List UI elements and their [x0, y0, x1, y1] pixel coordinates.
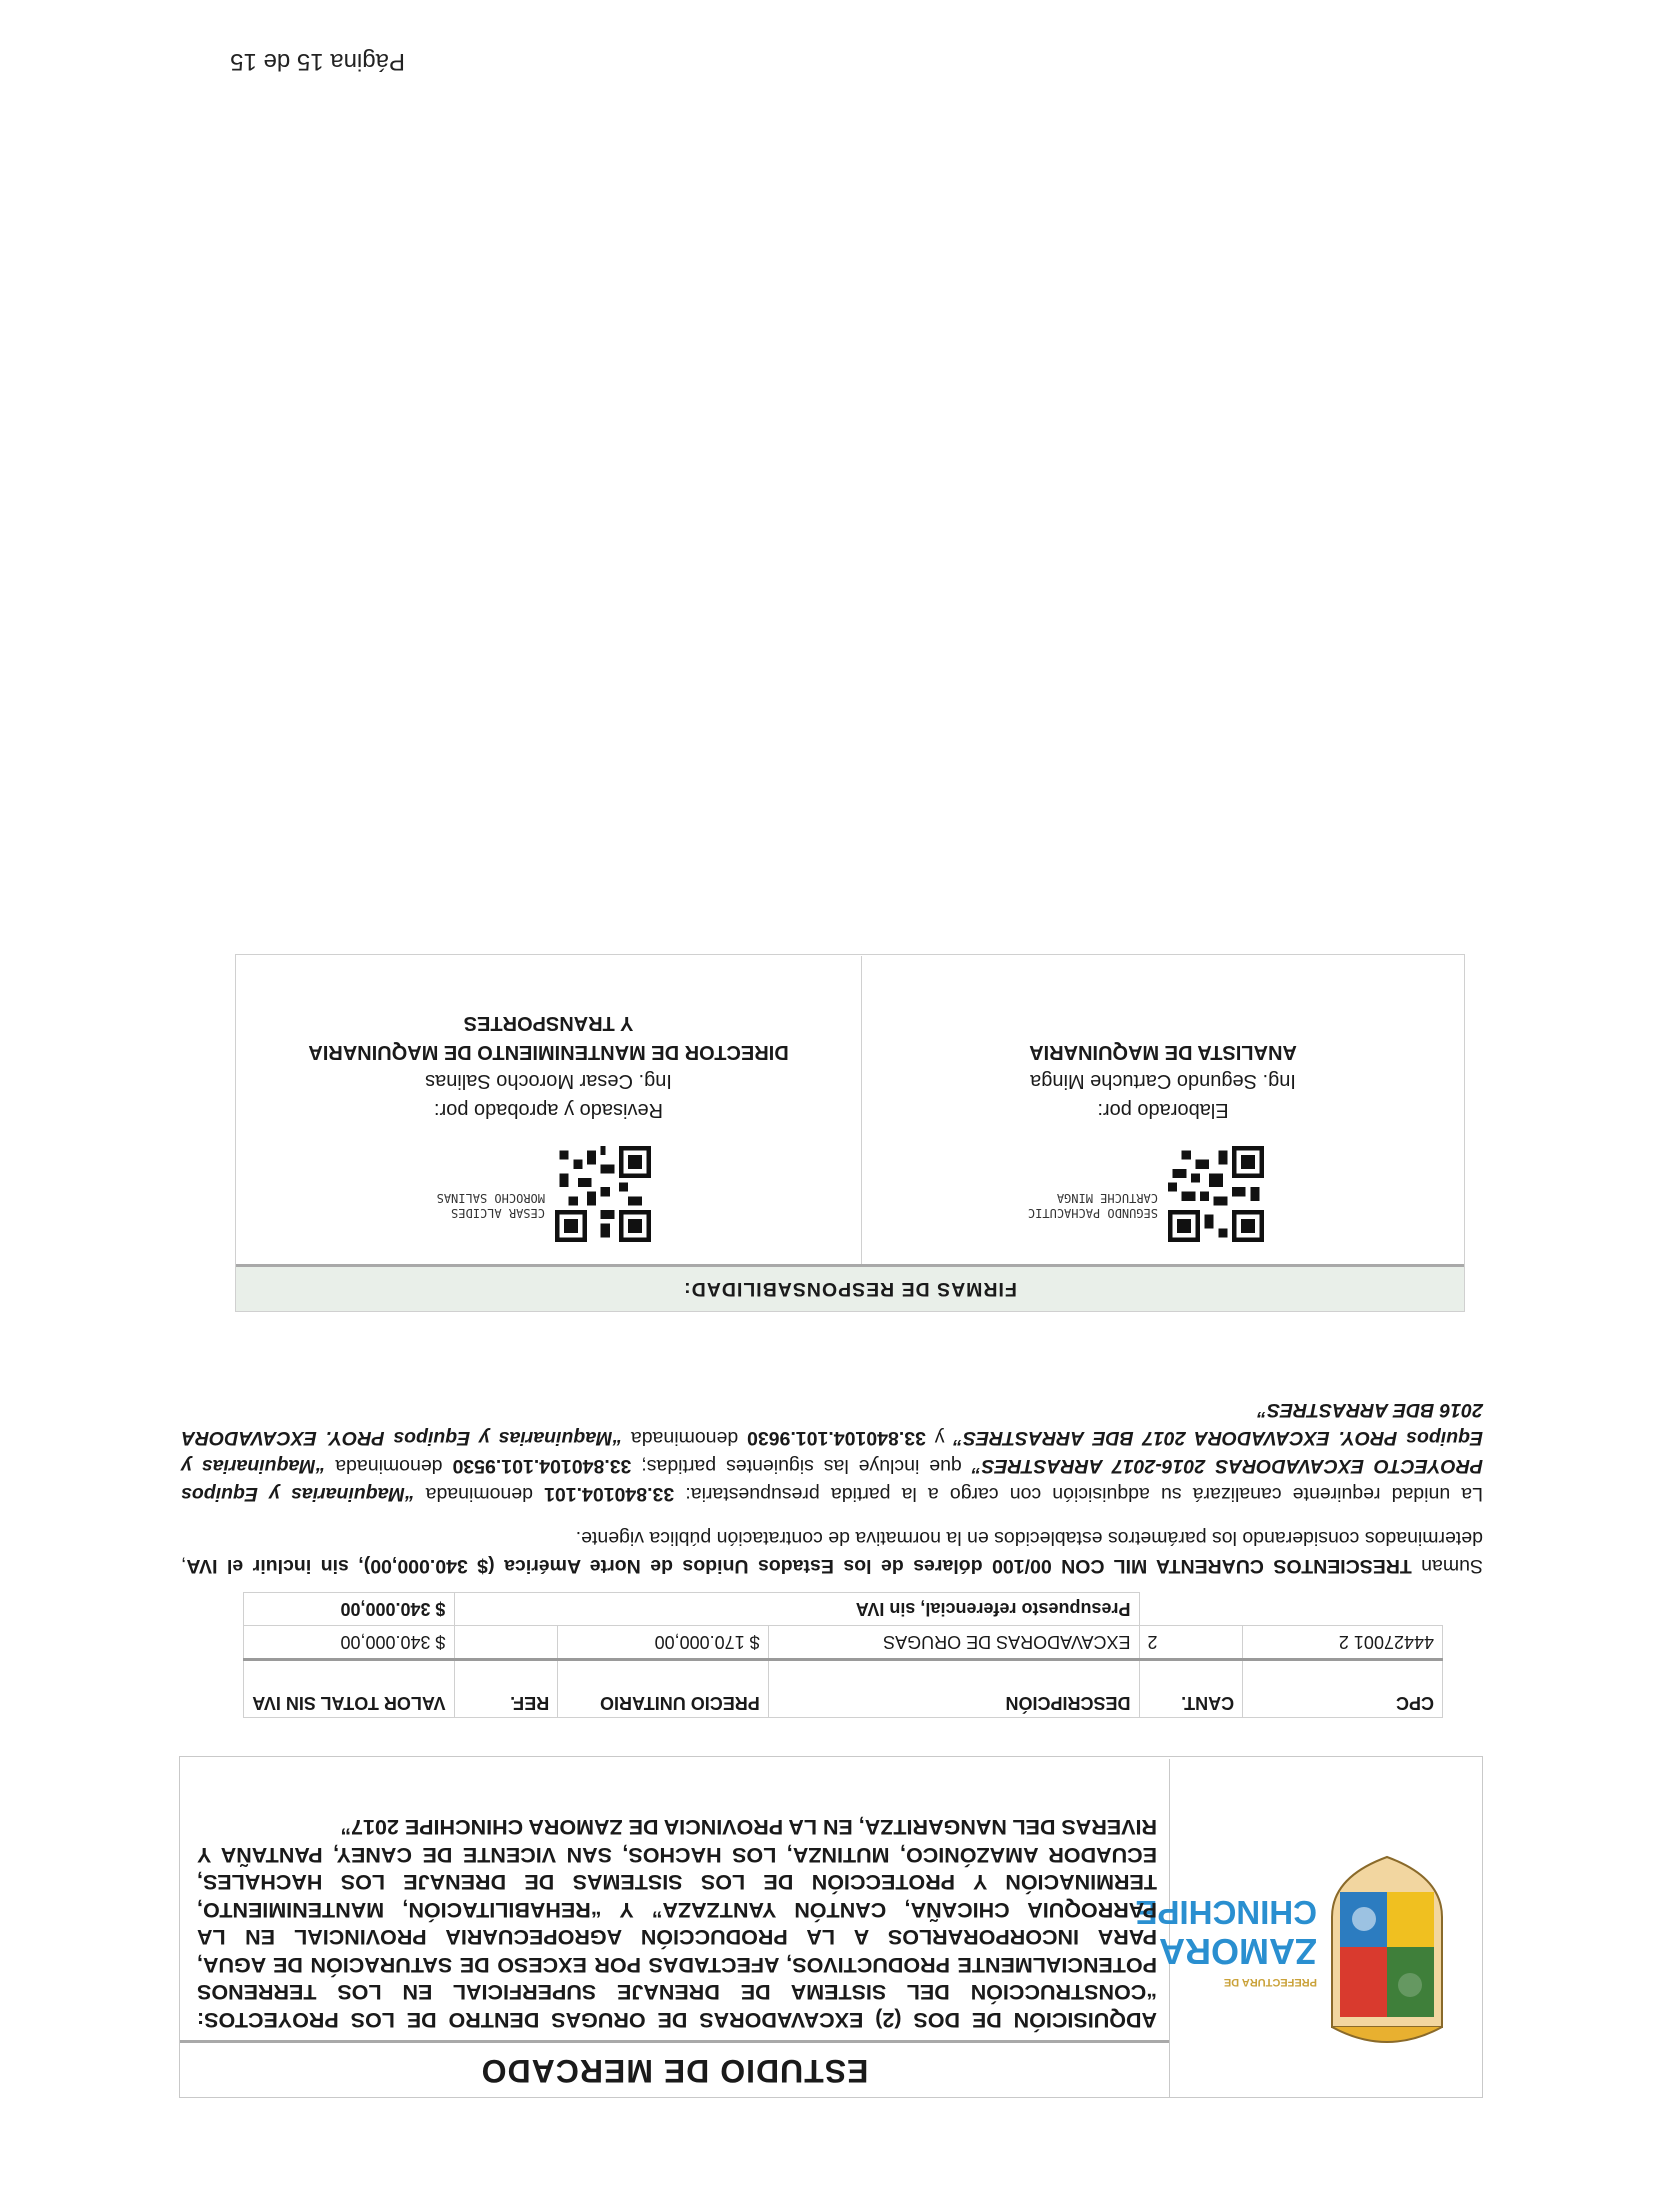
header-cpc: CPC [1243, 1660, 1443, 1718]
header-precio: PRECIO UNITARIO [558, 1660, 769, 1718]
signature-right-text [236, 1008, 861, 1124]
logo-cell [1135, 1759, 1482, 2097]
qr-code-icon [555, 1146, 651, 1242]
signature-action: Elaborado por: [1097, 1099, 1229, 1121]
signature-name: Ing. Cesar Morocho Salinas [425, 1070, 672, 1092]
signatures-section [235, 954, 1465, 1312]
header-valor: VALOR TOTAL SIN IVA [244, 1660, 455, 1718]
table-header-row [244, 1660, 1443, 1718]
table-row [244, 1626, 1443, 1660]
title-divider [180, 2040, 1169, 2043]
budget-table [243, 1592, 1443, 1718]
cell-cant: 2 [1139, 1626, 1243, 1660]
header-cant: CANT. [1139, 1660, 1243, 1718]
title-cell [180, 1759, 1169, 2097]
document-header [179, 1756, 1483, 2098]
signature-name: Ing. Segundo Cartuche Minga [1030, 1070, 1296, 1092]
table-total-row [244, 1593, 1443, 1626]
signature-role: DIRECTOR DE MANTENIMIENTO DE MAQUINARIA [308, 1041, 789, 1063]
cell-ref [454, 1626, 558, 1660]
svg-text:PREFECTURA DE: PREFECTURA DE [1223, 1976, 1317, 1988]
signature-right [236, 956, 861, 1264]
svg-text:ZAMORA: ZAMORA [1159, 1931, 1317, 1972]
cell-cpc: 44427001 2 [1243, 1626, 1443, 1660]
signature-left-text [862, 1037, 1464, 1124]
signatures-heading: FIRMAS DE RESPONSABILIDAD: [236, 1264, 1464, 1311]
svg-text:CHINCHIPE: CHINCHIPE [1135, 1894, 1317, 1931]
total-value: $ 340.000,00 [244, 1593, 455, 1626]
total-label: Presupuesto referencial, sin IVA [454, 1593, 1139, 1626]
page-number: Página 15 de 15 [230, 48, 405, 75]
signature-left [861, 956, 1464, 1264]
header-ref: REF. [454, 1660, 558, 1718]
cell-descripcion: EXCAVADORAS DE ORUGAS [768, 1626, 1139, 1660]
qr-signer-label: SEGUNDO PACHACUTIC CARTUCHE MINGA [1027, 1191, 1158, 1220]
document-subject: ADQUISICIÓN DE DOS (2) EXCAVADORAS DE ORUGAS DENTRO DE LOS PROYECTOS: “CONSTRUCCIÓN DEL SISTEMA DE DRENAJE SUPERFICIAL EN LOS TERRENOS POTENCIALMENTE PRODUCTIVOS, AFECTADAS POR EXCESO DE SATURACIÓN DE AGUA, PARA INCORPORARLOS A LA PRODUCCIÓN AGROPECUARIA PROVINCIAL EN LA PARROQUIA CHICAÑA, CANTÓN YANTZAZA” Y “REHABILITACIÓN, MANTENIMIENTO, TERMINACIÓN Y PROTECCIÓN DE LOS SISTEMAS DE DRENAJE LOS HACHALES, ECUADOR AMAZÓNICO, MUTINZA, LOS HACHOS, SAN VICENTE DE CANEY, PANTAÑA Y RIVERAS DEL NANGARITZA, EN LA PROVINCIA DE ZAMORA CHINCHIPE 2017” [197, 1815, 1157, 2032]
qr-code-icon [1168, 1146, 1264, 1242]
signature-role-continued: Y TRANSPORTES [463, 1012, 634, 1034]
budget-paragraph: La unidad requirente canalizará su adquisición con cargo a la partida presupuestaria: 33.840104.101 denominada “Maquinarias y Equipos PROYECTO EXCAVADORAS 2016-2017 ARRASTRES” que incluye las siguientes partidas; 33.840104.101.9530 denominada “Maquinarias y Equipos PROY. EXCAVADORA 2017 BDE ARRASTRES” y 33.840104.101.9630 denominada “Maquinarias y Equipos PROY. EXCAVADORA 2016 BDE ARRASTRES” [180, 1399, 1483, 1505]
signature-role: ANALISTA DE MAQUINARIA [1029, 1041, 1297, 1063]
signature-action: Revisado y aprobado por: [433, 1099, 664, 1121]
qr-signer-label: CESAR ALCIDES MOROCHO SALINAS [436, 1191, 545, 1220]
document-title: ESTUDIO DE MERCADO [480, 2053, 869, 2089]
cell-valor: $ 340.000,00 [244, 1626, 455, 1660]
sum-paragraph: Suman TRESCIENTOS CUARENTA MIL CON 00/100 dólares de los Estados Unidos de Norte América ($ 340.000,00), sin incluir el IVA, determinados considerando los parámetros establecidos en la normativa de contratación pública vigente. [180, 1527, 1483, 1577]
header-descripcion: DESCRIPCIÓN [768, 1660, 1139, 1718]
cell-precio: $ 170.000,00 [558, 1626, 769, 1660]
prefectura-logo [1135, 1759, 1482, 2097]
